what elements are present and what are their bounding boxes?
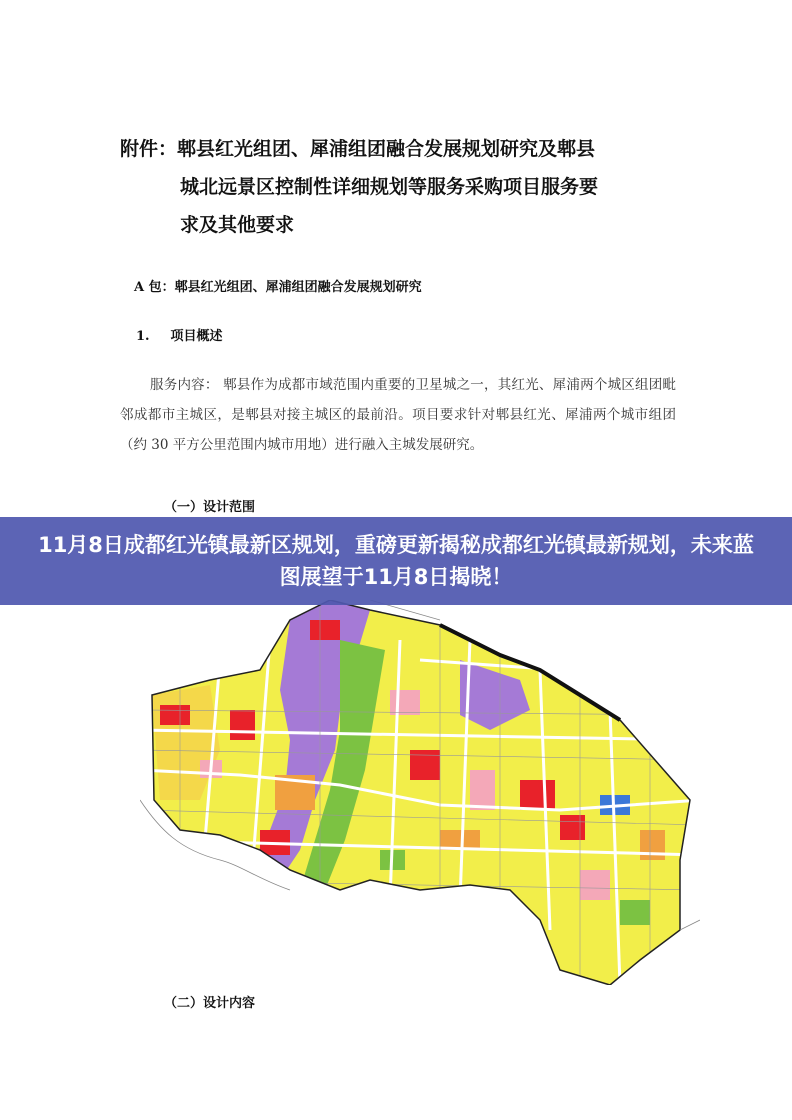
planning-map (140, 600, 700, 985)
attachment-title (120, 130, 680, 244)
attachment-title-line-2: 城北远景区控制性详细规划等服务采购项目服务要 (180, 176, 599, 198)
education-block-4 (390, 690, 420, 715)
section-heading (136, 325, 223, 344)
land-use-zones (140, 600, 700, 985)
commercial-block-5 (520, 780, 555, 810)
attachment-title-line-3: 求及其他要求 (180, 214, 295, 236)
commercial-block-1 (160, 705, 190, 725)
headline-text: 11月8日成都红光镇最新区规划，重磅更新揭秘成都红光镇最新规划，未来蓝图展望于11月8日揭晓！ (38, 533, 754, 589)
public-block-3 (640, 830, 665, 860)
commercial-block-4 (410, 750, 440, 780)
service-content-paragraph: 服务内容： 郫县作为成都市域范围内重要的卫星城之一，其红光、犀浦两个城区组团毗邻成都市主城区，是郫县对接主城区的最前沿。项目要求针对郫县红光、犀浦两个城市组团（约 30 平方公里范围内城市用地）进行融入主城发展研究。 (120, 377, 676, 453)
commercial-block-7 (310, 620, 340, 640)
package-heading: A 包：郫县红光组团、犀浦组团融合发展规划研究 (134, 280, 422, 295)
residential-base (140, 600, 700, 985)
section-title: 项目概述 (170, 329, 223, 344)
education-block-2 (470, 770, 495, 810)
subsection-design-scope: （一）设计范围 (164, 500, 256, 515)
commercial-block-2 (230, 710, 255, 740)
commercial-block-6 (560, 815, 585, 840)
section-number: 1. (136, 329, 150, 344)
attachment-title-line-1: 附件：郫县红光组团、犀浦组团融合发展规划研究及郫县 (120, 138, 596, 160)
education-block-3 (580, 870, 610, 900)
green-block-east (620, 900, 650, 925)
planning-map-svg (140, 600, 700, 985)
headline-banner (0, 517, 792, 605)
subsection-design-content: （二）设计内容 (164, 996, 256, 1011)
